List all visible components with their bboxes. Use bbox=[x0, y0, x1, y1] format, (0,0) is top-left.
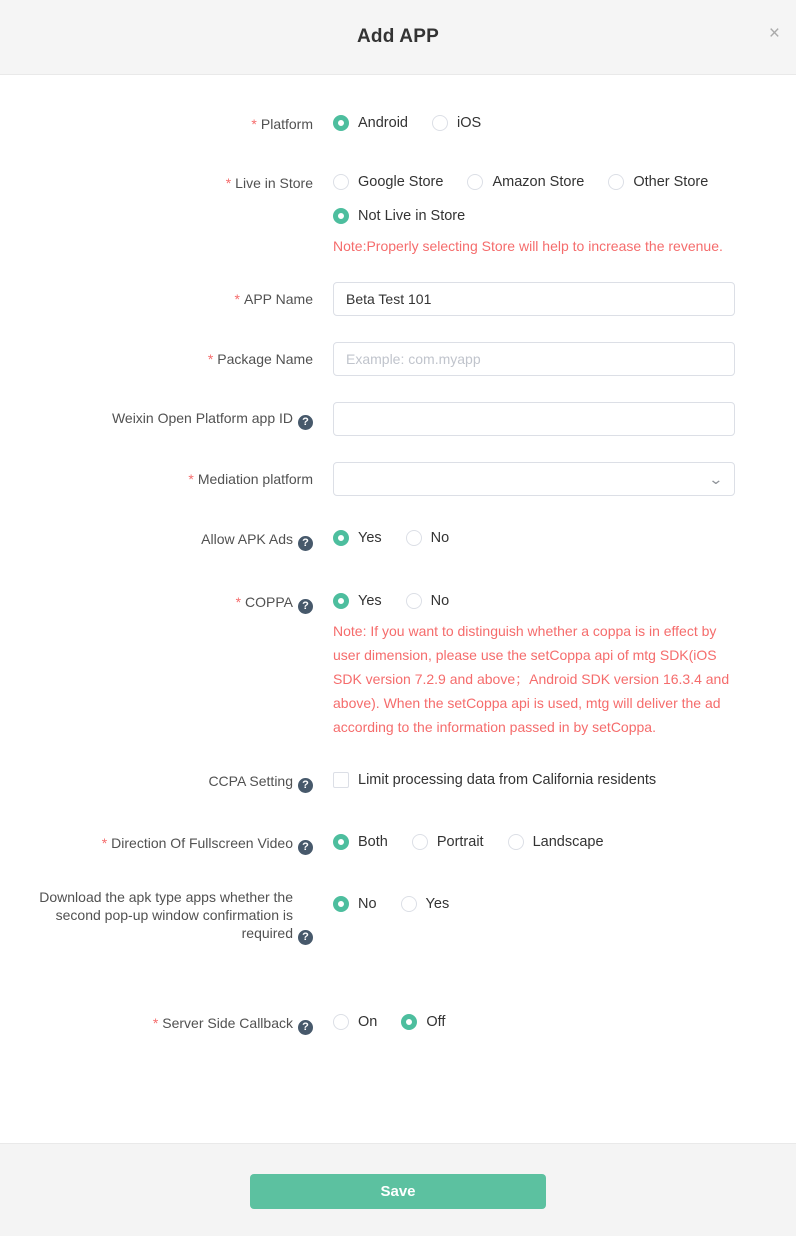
mediation-platform-select[interactable] bbox=[333, 462, 735, 496]
ccpa-label: CCPA Setting ? bbox=[0, 772, 313, 793]
radio-icon bbox=[412, 834, 428, 850]
radio-icon bbox=[467, 174, 483, 190]
radio-not-live-in-store[interactable]: Not Live in Store bbox=[333, 208, 465, 224]
chevron-down-icon: ⌄ bbox=[708, 471, 724, 487]
form-row-platform bbox=[0, 115, 796, 133]
ccpa-checkbox[interactable]: Limit processing data from California residents bbox=[333, 772, 656, 788]
form-row-mediation-platform bbox=[0, 462, 796, 496]
help-icon[interactable]: ? bbox=[298, 840, 313, 855]
radio-icon bbox=[333, 896, 349, 912]
form-row-ccpa bbox=[0, 772, 796, 793]
radio-amazon-store[interactable]: Amazon Store bbox=[467, 174, 584, 190]
form-row-apk-download-confirm bbox=[0, 888, 796, 945]
package-name-input[interactable] bbox=[333, 342, 735, 376]
coppa-note: Note: If you want to distinguish whether a coppa is in effect by user dimension, please use the setCoppa api of mtg SDK(iOS SDK version 7.2.9 and above；Android SDK version 16.3.4 and above). When the setCoppa api is used, mtg will deliver the ad according to the information passed in by setCoppa. bbox=[333, 623, 730, 735]
radio-callback-off[interactable]: Off bbox=[401, 1014, 445, 1030]
live-in-store-radio-group bbox=[333, 174, 735, 190]
live-in-store-radio-group-row2 bbox=[333, 208, 735, 224]
coppa-radio-group bbox=[333, 593, 735, 609]
radio-android[interactable]: Android bbox=[333, 115, 408, 131]
radio-icon bbox=[333, 593, 349, 609]
store-note: Note:Properly selecting Store will help to increase the revenue. bbox=[333, 238, 723, 254]
required-asterisk: * bbox=[235, 594, 242, 610]
allow-apk-ads-radio-group bbox=[333, 530, 735, 546]
help-icon[interactable]: ? bbox=[298, 536, 313, 551]
radio-download-confirm-no[interactable]: No bbox=[333, 896, 377, 912]
mediation-platform-label: * Mediation platform bbox=[188, 471, 313, 487]
radio-direction-landscape[interactable]: Landscape bbox=[508, 834, 604, 850]
radio-icon bbox=[333, 530, 349, 546]
modal-header bbox=[0, 0, 796, 75]
radio-icon bbox=[333, 834, 349, 850]
server-side-callback-radio-group bbox=[333, 1014, 735, 1030]
required-asterisk: * bbox=[225, 175, 232, 191]
server-side-callback-label: * Server Side Callback ? bbox=[0, 1014, 313, 1035]
weixin-app-id-label: Weixin Open Platform app ID ? bbox=[0, 409, 313, 430]
close-icon[interactable]: × bbox=[768, 23, 780, 44]
radio-coppa-no[interactable]: No bbox=[406, 593, 450, 609]
form-row-live-in-store bbox=[0, 174, 796, 258]
radio-icon bbox=[333, 174, 349, 190]
required-asterisk: * bbox=[234, 291, 240, 307]
direction-radio-group bbox=[333, 834, 735, 850]
required-asterisk: * bbox=[207, 351, 214, 367]
help-icon[interactable]: ? bbox=[298, 930, 313, 945]
apk-download-confirm-radio-group bbox=[333, 896, 735, 912]
radio-icon bbox=[333, 115, 349, 131]
help-icon[interactable]: ? bbox=[298, 778, 313, 793]
radio-icon bbox=[608, 174, 624, 190]
live-in-store-label: * Live in Store bbox=[225, 175, 313, 191]
form-row-package-name bbox=[0, 342, 796, 376]
required-asterisk: * bbox=[188, 471, 194, 487]
weixin-app-id-input[interactable] bbox=[333, 402, 735, 436]
radio-icon bbox=[406, 530, 422, 546]
add-app-form bbox=[0, 75, 796, 1097]
help-icon[interactable]: ? bbox=[298, 1020, 313, 1035]
radio-icon bbox=[401, 1014, 417, 1030]
form-row-server-side-callback bbox=[0, 1014, 796, 1035]
radio-icon bbox=[333, 208, 349, 224]
required-asterisk: * bbox=[152, 1015, 159, 1031]
direction-label: * Direction Of Fullscreen Video ? bbox=[0, 834, 313, 855]
help-icon[interactable]: ? bbox=[298, 415, 313, 430]
radio-icon bbox=[406, 593, 422, 609]
modal-footer bbox=[0, 1143, 796, 1236]
save-button[interactable]: Save bbox=[250, 1174, 546, 1209]
radio-callback-on[interactable]: On bbox=[333, 1014, 377, 1030]
radio-google-store[interactable]: Google Store bbox=[333, 174, 443, 190]
form-row-weixin-app-id bbox=[0, 402, 796, 436]
radio-icon bbox=[333, 1014, 349, 1030]
app-name-label: * APP Name bbox=[234, 291, 313, 307]
page-title: Add APP bbox=[357, 26, 439, 47]
form-row-app-name bbox=[0, 282, 796, 316]
radio-direction-both[interactable]: Both bbox=[333, 834, 388, 850]
radio-direction-portrait[interactable]: Portrait bbox=[412, 834, 484, 850]
radio-download-confirm-yes[interactable]: Yes bbox=[401, 896, 450, 912]
allow-apk-ads-label: Allow APK Ads ? bbox=[0, 530, 313, 551]
radio-other-store[interactable]: Other Store bbox=[608, 174, 708, 190]
radio-icon bbox=[432, 115, 448, 131]
checkbox-icon bbox=[333, 772, 349, 788]
form-row-coppa bbox=[0, 593, 796, 739]
help-icon[interactable]: ? bbox=[298, 599, 313, 614]
radio-icon bbox=[508, 834, 524, 850]
apk-download-confirm-label: Download the apk type apps whether the second pop-up window confirmation is required ? bbox=[0, 888, 313, 945]
radio-ios[interactable]: iOS bbox=[432, 115, 481, 131]
radio-coppa-yes[interactable]: Yes bbox=[333, 593, 382, 609]
radio-apk-ads-no[interactable]: No bbox=[406, 530, 450, 546]
platform-radio-group bbox=[333, 115, 735, 131]
package-name-label: * Package Name bbox=[207, 351, 313, 367]
required-asterisk: * bbox=[101, 835, 108, 851]
app-name-input[interactable] bbox=[333, 282, 735, 316]
form-row-direction bbox=[0, 834, 796, 855]
required-asterisk: * bbox=[251, 116, 257, 132]
platform-label: * Platform bbox=[251, 116, 313, 132]
form-row-allow-apk-ads bbox=[0, 530, 796, 551]
radio-apk-ads-yes[interactable]: Yes bbox=[333, 530, 382, 546]
coppa-label: * COPPA ? bbox=[0, 593, 313, 614]
radio-icon bbox=[401, 896, 417, 912]
